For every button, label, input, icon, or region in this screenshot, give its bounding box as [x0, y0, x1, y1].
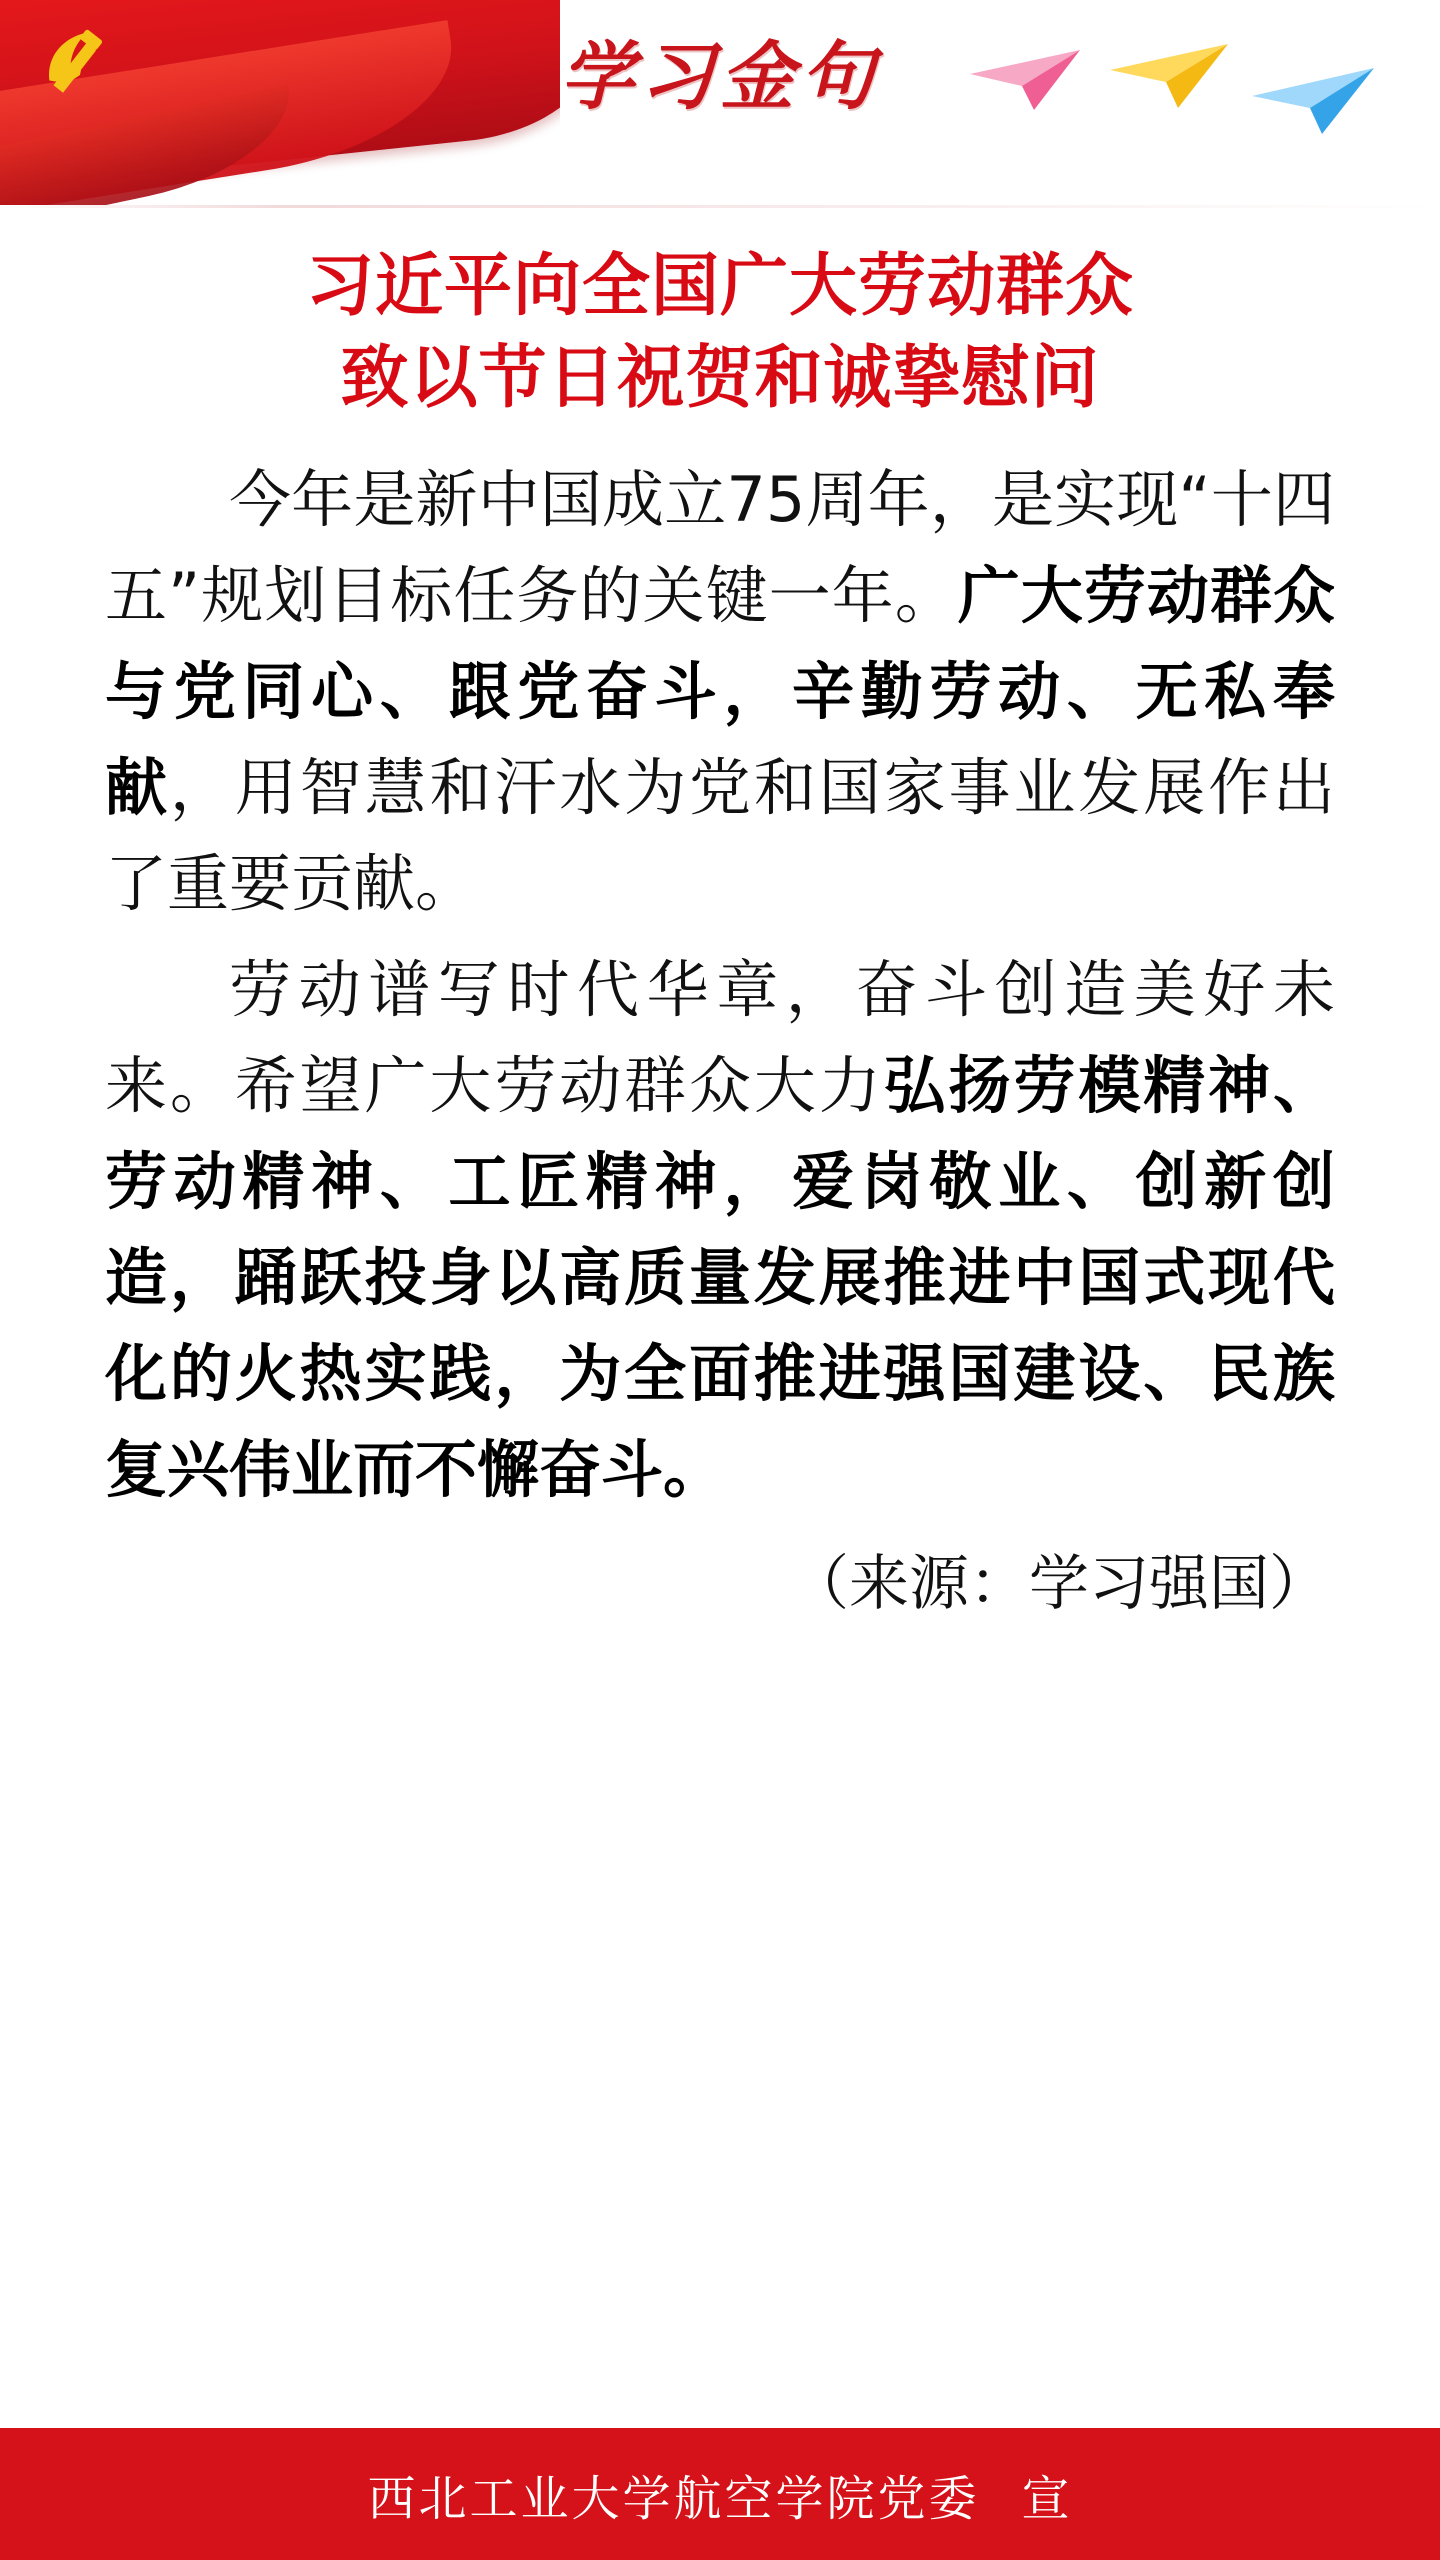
paper-plane-pink-icon — [970, 50, 1080, 110]
header-banner — [0, 0, 1440, 208]
paragraph-2-part-1: 劳动谱写时代华章，奋斗创造美好未来。希望广大劳动群众大力 — [105, 953, 1335, 1122]
paper-plane-blue-icon — [1252, 68, 1374, 134]
paragraph-1 — [105, 452, 1335, 932]
source-attribution: （来源：学习强国） — [789, 1549, 1329, 1619]
footer-bar — [0, 2428, 1440, 2560]
paragraph-1-bold-1: 广大劳动群众与党同心、跟党奋斗，辛勤劳动、无私奉献 — [105, 559, 1335, 824]
headline-line-1: 习近平向全国广大劳动群众 — [305, 248, 1134, 324]
footer-organization: 西北工业大学航空学院党委 — [367, 2470, 980, 2527]
article-content — [0, 208, 1440, 2408]
paragraph-1-part-2: ，用智慧和汗水为党和国家事业发展作出了重要贡献。 — [105, 751, 1335, 920]
headline-line-2: 致以节日祝贺和诚挚慰问 — [340, 340, 1100, 416]
paragraph-2 — [105, 942, 1335, 1518]
paper-plane-yellow-icon — [1110, 44, 1228, 108]
footer-text — [367, 2460, 1072, 2529]
paragraph-1-part-1: 今年是新中国成立75周年，是实现“十四五”规划目标任务的关键一年。 — [105, 463, 1335, 632]
footer-suffix: 宣 — [1021, 2470, 1073, 2527]
paper-planes-decoration — [960, 24, 1400, 154]
page-headline — [105, 240, 1335, 424]
page-title-script: 学习金句 — [560, 37, 880, 119]
red-flag-decoration — [0, 0, 560, 208]
party-emblem-hammer-sickle-icon — [29, 17, 125, 113]
paragraph-2-bold-1: 弘扬劳模精神、劳动精神、工匠精神，爱岗敬业、创新创造，踊跃投身以高质量发展推进中国式现代化的火热实践，为全面推进强国建设、民族复兴伟业而不懈奋斗。 — [105, 1049, 1335, 1506]
